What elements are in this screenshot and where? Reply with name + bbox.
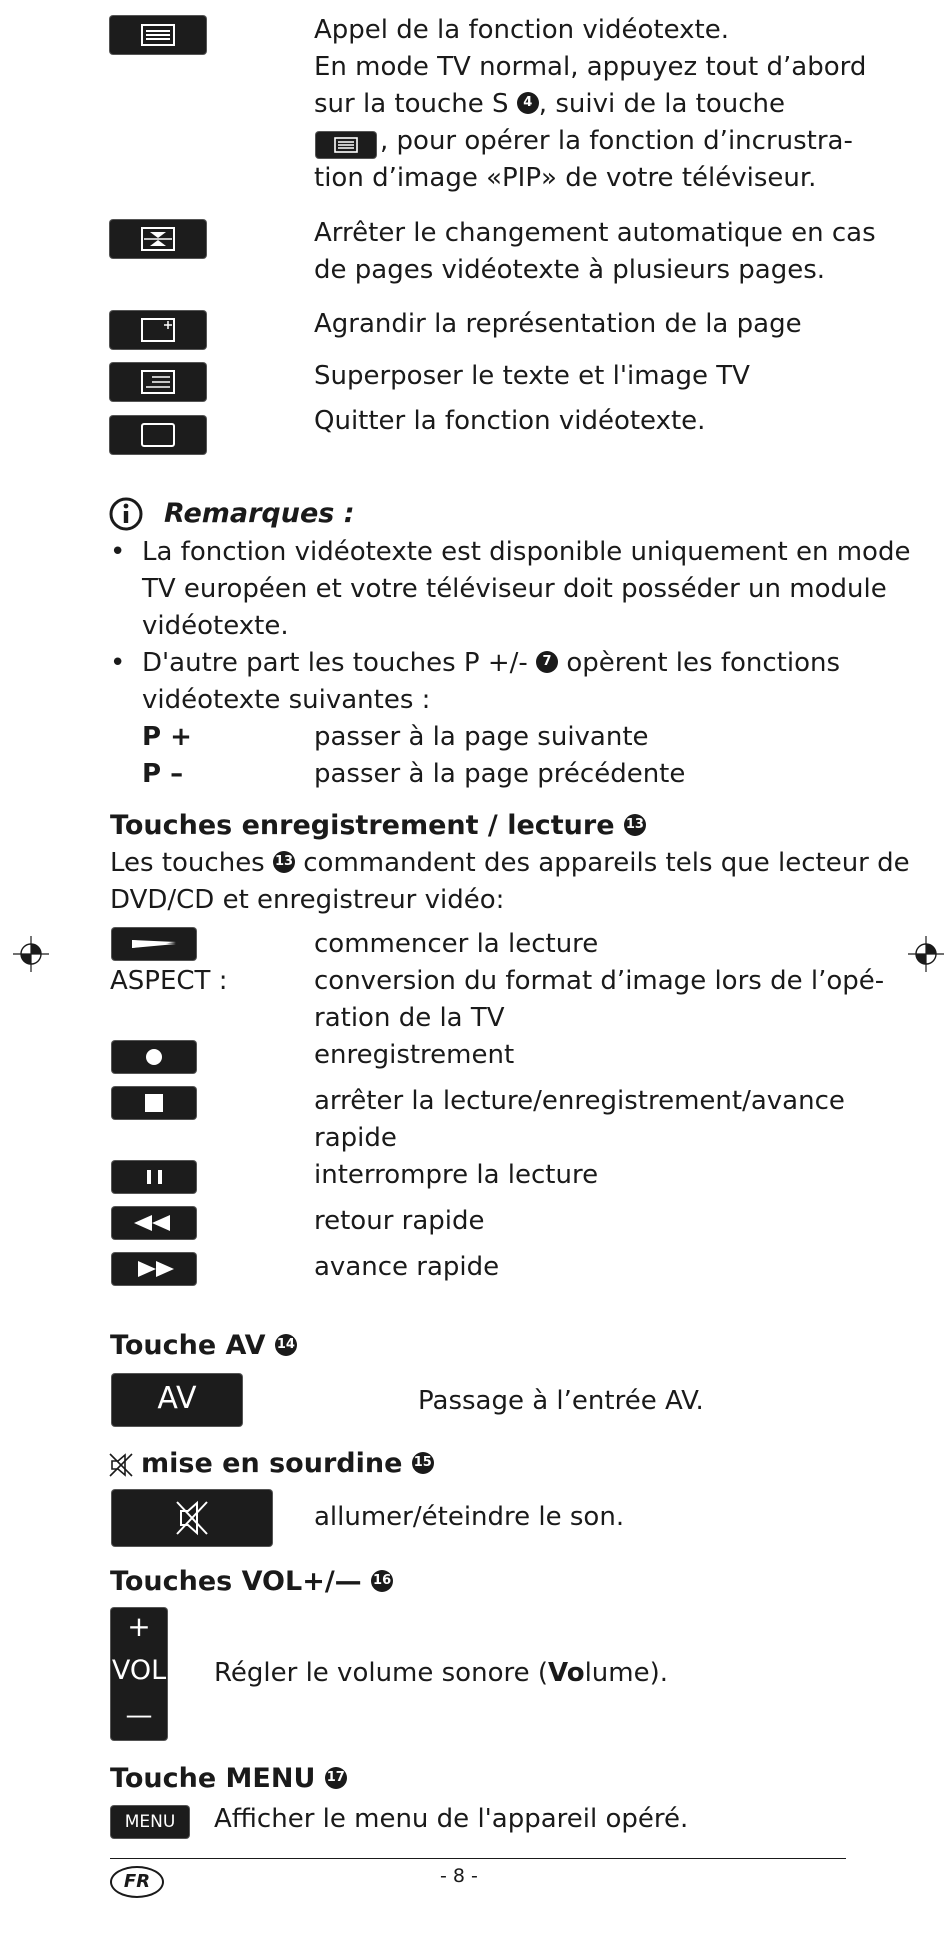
rewind-text: retour rapide [314,1206,485,1236]
number-13-icon: 13 [624,814,646,836]
number-15-icon: 15 [412,1452,434,1474]
vol-key [111,1608,167,1740]
page-number: - 8 - [440,1865,478,1887]
mix-key-icon [110,363,206,401]
number-7-icon: 7 [536,651,558,673]
record-heading: Touches enregistrement / lecture 13 [110,810,644,841]
hold-line1: Arrêter le changement automatique en cas [314,218,876,248]
size-text: Agrandir la représentation de la page [314,309,802,339]
hold-line2: de pages vidéotexte à plusieurs pages. [314,255,825,285]
exit-key-icon [110,416,206,454]
language-label: FR [123,1871,151,1892]
text-key-line2: En mode TV normal, appuyez tout d’abord [314,52,867,82]
record-key-icon [112,1041,196,1073]
language-badge [110,1866,164,1898]
vol-plus-label: + [127,1610,151,1643]
text-key-line4: , pour opérer la fonction d’incrustra- [380,126,853,156]
record-intro-line1: Les touches 13 commandent des appareils tels que lecteur de [110,848,910,878]
menu-text: Afficher le menu de l'appareil opéré. [214,1804,689,1834]
text-key-line1: Appel de la fonction vidéotexte. [314,15,729,45]
menu-heading: Touche MENU 17 [110,1763,345,1794]
av-key-label: AV [157,1381,197,1416]
remarks-title: Remarques : [164,498,355,529]
mute-text: allumer/éteindre le son. [314,1502,625,1532]
size-key-icon [110,311,206,349]
record-intro-line2: DVD/CD et enregistreur vidéo: [110,885,505,915]
mute-icon [108,1452,134,1478]
p-plus-key: P + [142,722,192,752]
aspect-line2: ration de la TV [314,1003,505,1033]
record-text: enregistrement [314,1040,515,1070]
registration-mark-icon-right [908,936,944,972]
vol-minus-label: — [125,1700,153,1731]
exit-text: Quitter la fonction vidéotexte. [314,406,706,436]
play-key-icon [112,928,196,960]
menu-key [111,1806,189,1838]
pause-key-icon [112,1161,196,1193]
footer-rule [110,1858,846,1859]
p-minus-key: P – [142,759,184,789]
bullet-1: • [110,537,126,567]
registration-mark-icon [13,936,49,972]
p-minus-text: passer à la page précédente [314,759,686,789]
number-14-icon: 14 [275,1334,297,1356]
bullet-2: • [110,648,126,678]
stop-line2: rapide [314,1123,397,1153]
hold-key-icon [110,220,206,258]
vol-heading: Touches VOL+/— 16 [110,1566,392,1597]
number-13-inline-icon: 13 [273,851,295,873]
aspect-key: ASPECT : [110,966,228,996]
pause-text: interrompre la lecture [314,1160,599,1190]
number-16-icon: 16 [371,1570,393,1592]
menu-key-label: MENU [124,1812,176,1832]
remark-1-line2: TV européen et votre téléviseur doit posséder un module [142,574,887,604]
mute-key [112,1490,272,1546]
remark-1-line1: La fonction vidéotexte est disponible uniquement en mode [142,537,911,567]
av-key [112,1374,242,1426]
remark-2-line2: vidéotexte suivantes : [142,685,431,715]
remark-1-line3: vidéotexte. [142,611,289,641]
rewind-key-icon [112,1207,196,1239]
remark-2-line1: D'autre part les touches P +/- 7 opèrent les fonctions [142,648,841,678]
info-icon [108,496,144,532]
mix-text: Superposer le texte et l'image TV [314,361,750,391]
number-4-icon: 4 [517,92,539,114]
text-key-line5: tion d’image «PIP» de votre téléviseur. [314,163,817,193]
play-text: commencer la lecture [314,929,599,959]
av-heading: Touche AV 14 [110,1330,295,1361]
mute-heading: mise en sourdine 15 [141,1448,432,1479]
text-key-icon [110,16,206,54]
text-key-inline-icon [316,132,376,158]
aspect-line1: conversion du format d’image lors de l’opé- [314,966,885,996]
stop-line1: arrêter la lecture/enregistrement/avance [314,1086,845,1116]
p-plus-text: passer à la page suivante [314,722,649,752]
number-17-icon: 17 [325,1767,347,1789]
text-key-line3: sur la touche S 4 , suivi de la touche [314,89,785,119]
vol-key-label: VOL [111,1655,167,1686]
vol-text: Régler le volume sonore (Volume). [214,1658,669,1688]
fast-forward-key-icon [112,1253,196,1285]
fast-forward-text: avance rapide [314,1252,500,1282]
stop-key-icon [112,1087,196,1119]
av-text: Passage à l’entrée AV. [418,1386,704,1416]
